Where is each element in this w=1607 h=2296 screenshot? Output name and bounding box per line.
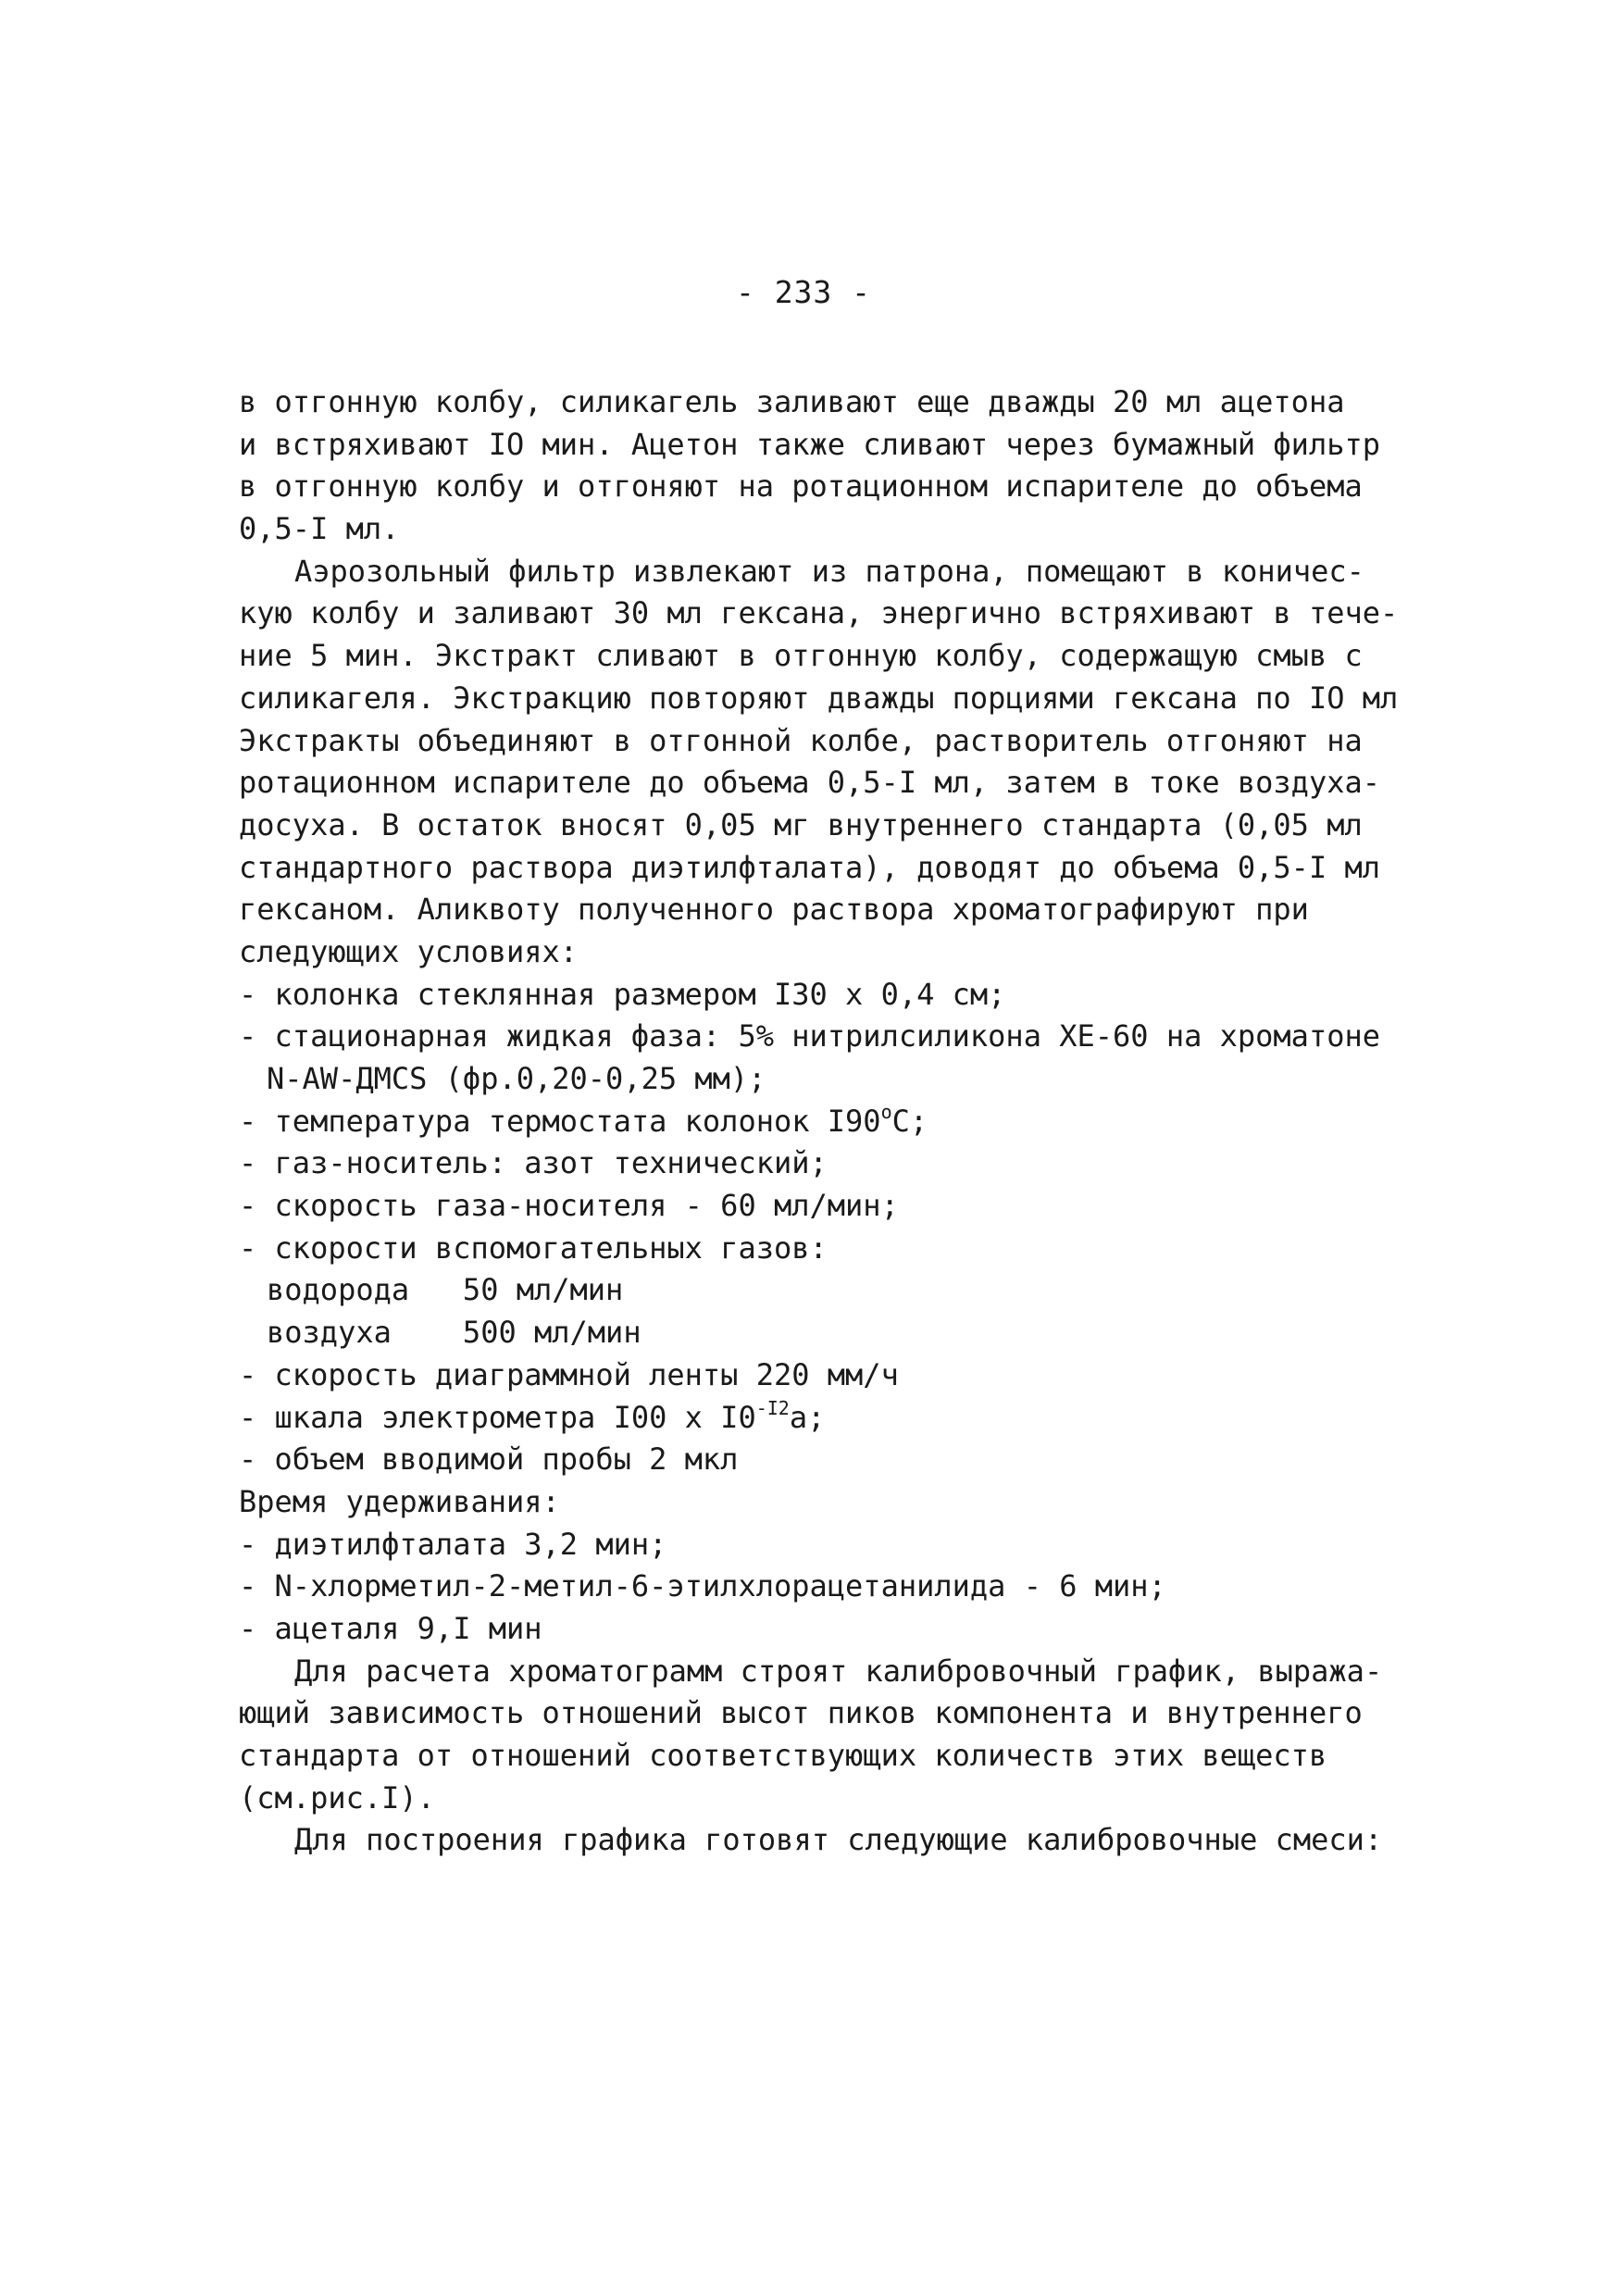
condition-item: - скорость диаграммной ленты 220 мм/ч (239, 1356, 899, 1392)
gas-rate-air: воздуха 500 мл/мин (267, 1315, 642, 1351)
degree-superscript: o (880, 1100, 892, 1123)
text-line: в отгонную колбу и отгоняют на ротационном испарителе до объема (239, 468, 1363, 505)
retention-item: - ацеталя 9,I мин (239, 1610, 542, 1646)
text-line: досуха. В остаток вносят 0,05 мг внутреннего стандарта (0,05 мл (239, 806, 1363, 842)
page-number: - 233 - (735, 274, 872, 310)
condition-item: - газ-носитель: азот технический; (239, 1145, 828, 1181)
paragraph-start-line: Для расчета хроматограмм строят калибровочный график, выража- (294, 1653, 1383, 1689)
condition-item: - объем вводимой пробы 2 мкл (239, 1441, 739, 1478)
text-line: 0,5-I мл. (239, 511, 400, 547)
text-line: следующих условиях: (239, 933, 579, 969)
scale-text: - шкала электрометра I00 x I0 (239, 1399, 756, 1435)
text-line: ние 5 мин. Экстракт сливают в отгонную колбу, содержащую смыв с (239, 638, 1363, 674)
retention-item: - N-хлорметил-2-метил-6-этилхлорацетанилида - 6 мин; (239, 1568, 1166, 1604)
exponent-superscript: -I2 (755, 1396, 790, 1419)
condition-item: - колонка стеклянная размером I30 x 0,4 см; (239, 976, 1006, 1012)
scale-unit: а; (789, 1399, 826, 1435)
text-line: стандартного раствора диэтилфталата), доводят до объема 0,5-I мл (239, 849, 1380, 885)
text-line: силикагеля. Экстракцию повторяют дважды порциями гексана по IO мл (239, 680, 1399, 716)
text-line: Экстракты объединяют в отгонной колбе, растворитель отгоняют на (239, 722, 1363, 758)
retention-heading: Время удерживания: (239, 1483, 560, 1519)
temperature-text: - температура термостата колонок I90 (239, 1103, 881, 1139)
condition-item-scale (239, 1397, 1387, 1440)
text-line: в отгонную колбу, силикагель заливают еще дважды 20 мл ацетона (239, 384, 1345, 419)
paragraph-start-line: Аэрозольный фильтр извлекают из патрона, помещают в коничес- (294, 553, 1364, 589)
text-line: ротационном испарителе до объема 0,5-I мл, затем в токе воздуха- (239, 765, 1380, 801)
text-line: и встряхивают IO мин. Ацетон также сливают через бумажный фильтр (239, 426, 1380, 462)
condition-item: - стационарная жидкая фаза: 5% нитрилсиликона XE-60 на хроматоне (239, 1018, 1380, 1054)
condition-item: - скорости вспомогательных газов: (239, 1229, 828, 1266)
body-text (239, 381, 1399, 1862)
text-line: (см.рис.I). (239, 1779, 435, 1816)
condition-item-temperature (239, 1101, 1387, 1143)
text-line: стандарта от отношений соответствующих количеств этих веществ (239, 1738, 1327, 1773)
paragraph-start-line: Для построения графика готовят следующие калибровочные смеси: (294, 1822, 1383, 1858)
text-line: кую колбу и заливают 30 мл гексана, энергично встряхивают в тече- (239, 595, 1399, 631)
gas-rate-hydrogen: водорода 50 мл/мин (267, 1272, 624, 1308)
temperature-unit: C; (891, 1103, 928, 1139)
condition-item: - скорость газа-носителя - 60 мл/мин; (239, 1188, 899, 1224)
text-line: гексаном. Аликвоту полученного раствора хроматографируют при (239, 892, 1309, 928)
text-line: ющий зависимость отношений высот пиков компонента и внутреннего (239, 1695, 1363, 1731)
condition-item-continued: N-AW-ДМСS (фр.0,20-0,25 мм); (267, 1061, 766, 1096)
retention-item: - диэтилфталата 3,2 мин; (239, 1526, 667, 1562)
